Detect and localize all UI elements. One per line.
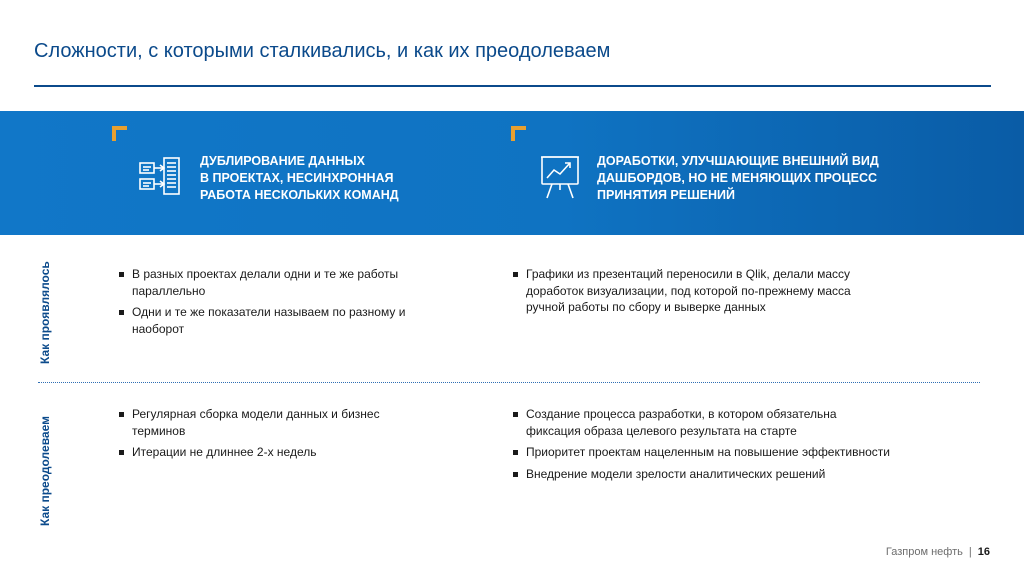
list-item: Внедрение модели зрелости аналитических решений xyxy=(512,466,892,483)
list-item: Приоритет проектам нацеленным на повышение эффективности xyxy=(512,444,892,461)
corner-accent-right xyxy=(511,126,526,141)
page-number: 16 xyxy=(977,546,990,558)
presentation-chart-icon xyxy=(540,154,580,205)
list-item: Итерации не длиннее 2-х недель xyxy=(118,444,428,461)
corner-accent-left xyxy=(112,126,127,141)
right-banner-heading: ДОРАБОТКИ, УЛУЧШАЮЩИЕ ВНЕШНИЙ ВИД ДАШБОРДОВ, НО НЕ МЕНЯЮЩИХ ПРОЦЕСС ПРИНЯТИЯ РЕШЕНИЙ xyxy=(597,154,879,202)
row-divider xyxy=(38,382,980,383)
overcome-right-list xyxy=(512,406,892,487)
footer-separator: | xyxy=(968,546,972,558)
overcome-left-list xyxy=(118,406,428,466)
list-item: Одни и те же показатели называем по разному и наоборот xyxy=(118,304,438,337)
manifest-left-list xyxy=(118,266,438,342)
list-item: Регулярная сборка модели данных и бизнес терминов xyxy=(118,406,428,439)
left-banner-heading: ДУБЛИРОВАНИЕ ДАННЫХ В ПРОЕКТАХ, НЕСИНХРОННАЯ РАБОТА НЕСКОЛЬКИХ КОМАНД xyxy=(200,154,399,202)
title-underline xyxy=(34,85,991,87)
footer-company: Газпром нефть xyxy=(885,546,963,558)
page-title: Сложности, с которыми сталкивались, и как их преодолеваем xyxy=(34,40,611,62)
list-item: Графики из презентаций переносили в Qlik, делали массу доработок визуализации, под которой по-прежнему масса ручной работы по сбору и выверке данных xyxy=(512,266,892,316)
footer xyxy=(886,546,990,558)
row-label-overcome: Как преодолеваем xyxy=(38,416,52,526)
list-item: В разных проектах делали одни и те же работы параллельно xyxy=(118,266,438,299)
list-item: Создание процесса разработки, в котором обязательна фиксация образа целевого результата на старте xyxy=(512,406,892,439)
data-duplication-icon xyxy=(138,157,182,200)
row-label-manifest: Как проявлялось xyxy=(38,261,52,364)
manifest-right-list xyxy=(512,266,892,321)
